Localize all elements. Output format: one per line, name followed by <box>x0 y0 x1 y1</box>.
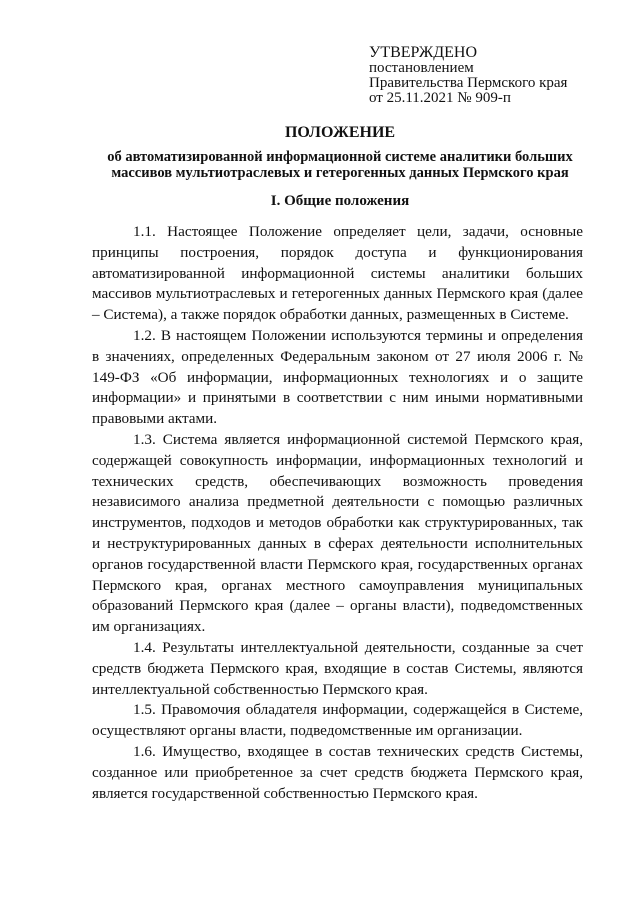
subtitle-line: массивов мультиотраслевых и гетерогенных данных Пермского края <box>111 165 569 181</box>
approval-stamp <box>369 44 619 106</box>
document-body <box>92 222 583 804</box>
document-subtitle <box>70 149 610 181</box>
approval-line: Правительства Пермского края <box>369 75 568 91</box>
paragraph-1-2: 1.2. В настоящем Положении используются термины и определения в значениях, определенных Федеральным законом от 27 июля 2006 г. № 149-ФЗ «Об информации, информационных технологиях и о защите информации» и принятыми в соответствии с ним иными нормативными правовыми актами. <box>92 326 583 428</box>
paragraph-1-1: 1.1. Настоящее Положение определяет цели, задачи, основные принципы построения, порядок доступа и функционирования автоматизированной информационной системы аналитики больших массивов мультиотраслевых и гетерогенных данных Пермского края (далее – Система), а также порядок обработки данных, размещенных в Системе. <box>92 223 583 324</box>
document-title: ПОЛОЖЕНИЕ <box>284 124 396 141</box>
approval-title: УТВЕРЖДЕНО <box>369 44 478 61</box>
paragraph-1-4: 1.4. Результаты интеллектуальной деятельности, созданные за счет средств бюджета Пермского края, входящие в состав Системы, являются интеллектуальной собственностью Пермского края. <box>92 638 583 698</box>
subtitle-line: об автоматизированной информационной системе аналитики больших <box>107 149 573 165</box>
paragraph-1-6: 1.6. Имущество, входящее в состав технических средств Системы, созданное или приобретенное за счет средств бюджета Пермского края, является государственной собственностью Пермского края. <box>92 742 583 802</box>
approval-date-number: от 25.11.2021 № 909-п <box>369 90 511 106</box>
approval-line: постановлением <box>369 60 474 76</box>
section-heading: I. Общие положения <box>270 193 410 209</box>
paragraph-1-3: 1.3. Система является информационной системой Пермского края, содержащей совокупность информации, информационных технологий и технических средств, обеспечивающих возможность проведения независимого анализа предметной деятельности с помощью различных инструментов, подходов и методов обработки как структурированных, так и неструктурированных данных в сферах деятельности исполнительных органов государственной власти Пермского края, государственных органах Пермского края, органах местного самоуправления муниципальных образований Пермского края (далее – органы власти), подведомственных им организациях. <box>92 430 583 636</box>
paragraph-1-5: 1.5. Правомочия обладателя информации, содержащейся в Системе, осуществляют органы власти, подведомственные им организации. <box>92 701 583 740</box>
